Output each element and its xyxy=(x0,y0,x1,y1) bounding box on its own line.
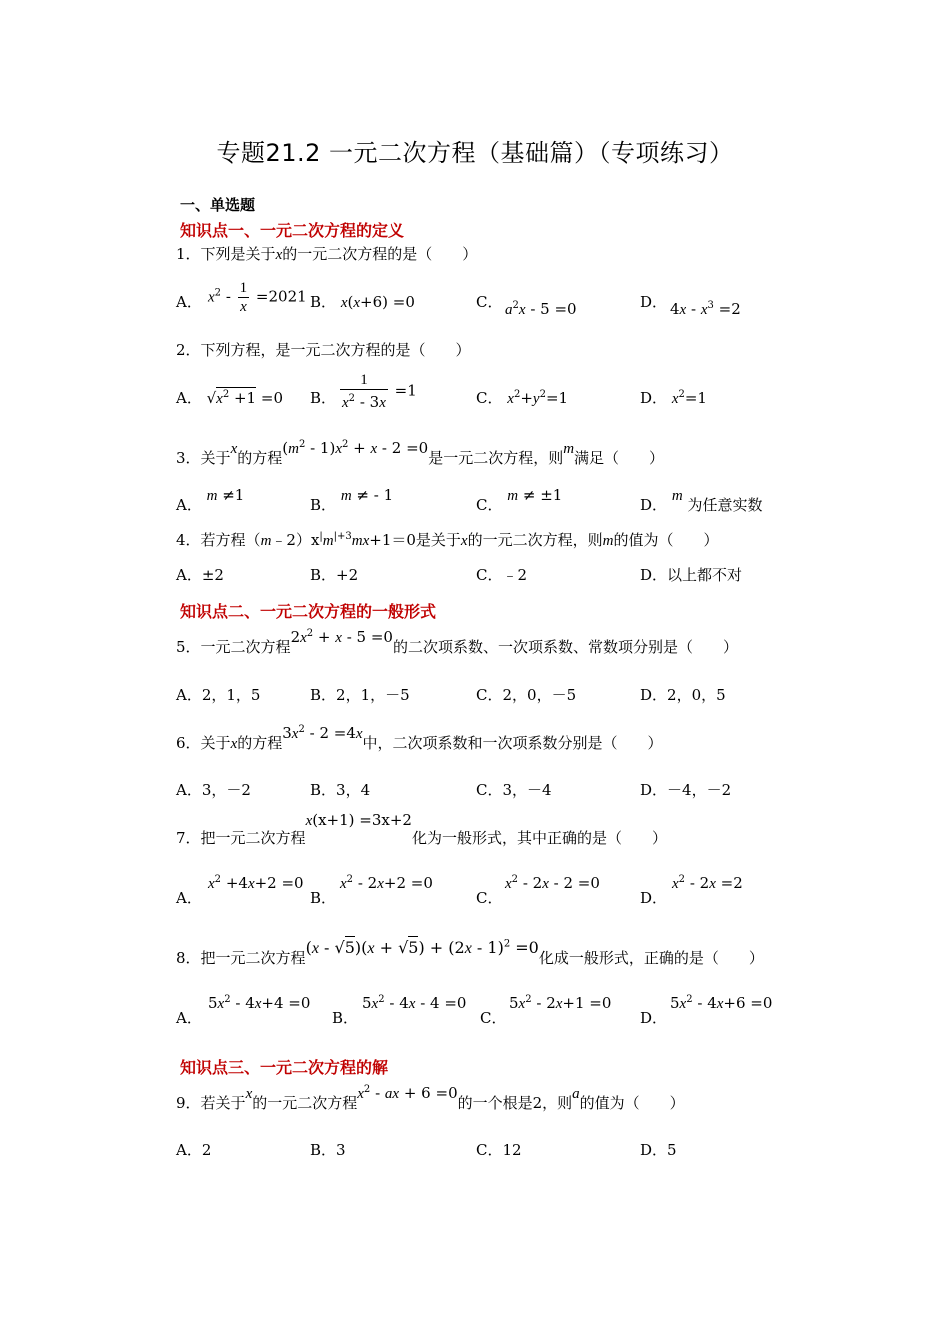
q3-option-d[interactable]: D． m 为任意实数 xyxy=(640,488,763,514)
q8-option-c-formula: $5x^2 - 2x+1 =0$ xyxy=(509,994,612,1012)
q3-option-a[interactable]: A． m ≠1 xyxy=(176,486,245,514)
q2-option-b[interactable]: B． xyxy=(310,389,337,407)
q2-option-d[interactable]: D． $x^2=1$ xyxy=(640,389,707,407)
question-5: 5．一元二次方程$2x^2 + x - 5 =0$的二次项系数、一次项系数、常数项分别是（ ） xyxy=(176,628,738,656)
knowledge-point-2: 知识点二、一元二次方程的一般形式 xyxy=(180,602,437,621)
q1-option-d-formula: $4x - x^3 =2$ xyxy=(670,300,741,318)
question-3: 3．关于x的方程$(m^2 - 1)x^2 + x - 2 =0$是一元二次方程，则m满足（ ） xyxy=(176,439,665,467)
question-6: 6．关于x的方程$3x^2 - 2 =4x$中，二次项系数和一次项系数分别是（ ） xyxy=(176,724,663,752)
q9-option-c[interactable]: C．12 xyxy=(476,1141,522,1159)
q1-option-b[interactable]: B． x(x+6) =0 xyxy=(310,293,415,311)
q8-option-c[interactable]: C． xyxy=(480,1009,507,1027)
q6-option-a[interactable]: A．3，－2 xyxy=(176,781,251,799)
q5-option-c[interactable]: C．2，0，－5 xyxy=(476,686,577,704)
q4-option-d[interactable]: D．以上都不对 xyxy=(640,566,743,584)
question-2: 2．下列方程，是一元二次方程的是（ ） xyxy=(176,341,471,359)
q5-option-a[interactable]: A．2，1，5 xyxy=(176,686,261,704)
q8-option-d-formula: $5x^2 - 4x+6 =0$ xyxy=(670,994,773,1012)
q8-option-b[interactable]: B． xyxy=(332,1009,359,1027)
q4-option-a[interactable]: A．±2 xyxy=(176,566,224,584)
question-9: 9．若关于x的一元二次方程$x^2$ - ax + 6 =0的一个根是2，则a的值为（ ） xyxy=(176,1084,685,1112)
question-4: 4．若方程$(m﹣2)x^|m^{|+3}mx+1=0$是关于x的一元二次方程，则m的值为（ ） xyxy=(176,531,719,549)
q8-option-b-formula: $5x^2 - 4x - 4 =0$ xyxy=(362,994,467,1012)
q9-option-d[interactable]: D．5 xyxy=(640,1141,677,1159)
q3-option-b[interactable]: B． m ≠ - 1 xyxy=(310,486,394,514)
knowledge-point-3: 知识点三、一元二次方程的解 xyxy=(180,1058,389,1077)
q8-option-d[interactable]: D． xyxy=(640,1009,668,1027)
q7-option-b-formula: $x^2 - 2x+2 =0$ xyxy=(340,874,433,892)
q1-option-c[interactable]: C． xyxy=(476,293,503,311)
q9-option-b[interactable]: B．3 xyxy=(310,1141,346,1159)
q9-option-a[interactable]: A．2 xyxy=(176,1141,212,1159)
q2-option-b-formula: $\frac{1}{x^2 - 3x}$ =1 xyxy=(342,372,417,411)
q7-option-c-formula: $x^2 - 2x - 2 =0$ xyxy=(505,874,600,892)
q8-option-a[interactable]: A． xyxy=(176,1009,202,1027)
q2-option-c[interactable]: C． $x^2+y^2=1$ xyxy=(476,389,569,407)
q4-option-b[interactable]: B．+2 xyxy=(310,566,359,584)
knowledge-point-1: 知识点一、一元二次方程的定义 xyxy=(180,221,405,240)
q4-option-c[interactable]: C．﹣2 xyxy=(476,566,528,584)
q1-option-a-formula: $x^2$ - $\frac{1}{x}$ =2021 xyxy=(208,280,307,315)
question-8: 8．把一元二次方程(x - √5)(x + √5) + (2x - 1)$^2$ =0化成一般形式，正确的是（ ） xyxy=(176,938,764,967)
q7-option-d-formula: $x^2 - 2x =2$ xyxy=(672,874,743,892)
q5-option-d[interactable]: D．2，0，5 xyxy=(640,686,726,704)
question-7: 7．把一元二次方程x(x+1) =3x+2化为一般形式，其中正确的是（ ） xyxy=(176,811,667,847)
q1-option-c-formula: $a^2x - 5 =0$ xyxy=(505,300,577,318)
q7-option-b[interactable]: B． xyxy=(310,889,337,907)
q8-option-a-formula: $5x^2 - 4x+4 =0$ xyxy=(208,994,311,1012)
page-title: 专题21.2 一元二次方程（基础篇）（专项练习） xyxy=(216,139,734,167)
section-heading: 一、单选题 xyxy=(180,196,256,214)
q6-option-d[interactable]: D．－4，－2 xyxy=(640,781,732,799)
q1-option-d[interactable]: D． xyxy=(640,293,668,311)
q7-option-d[interactable]: D． xyxy=(640,889,668,907)
q7-option-a[interactable]: A． xyxy=(176,889,202,907)
q6-option-b[interactable]: B．3，4 xyxy=(310,781,371,799)
q7-option-c[interactable]: C． xyxy=(476,889,503,907)
q5-option-b[interactable]: B．2，1，－5 xyxy=(310,686,410,704)
q3-option-c[interactable]: C． m ≠ ±1 xyxy=(476,486,563,514)
q2-option-a[interactable]: A． $√x^2 +1 =0$ xyxy=(176,389,283,407)
q6-option-c[interactable]: C．3，－4 xyxy=(476,781,552,799)
q1-option-a[interactable]: A． xyxy=(176,293,202,311)
question-1: 1．下列是关于x的一元二次方程的是（ ） xyxy=(176,245,478,263)
q7-option-a-formula: $x^2 +4x+2 =0$ xyxy=(208,874,304,892)
